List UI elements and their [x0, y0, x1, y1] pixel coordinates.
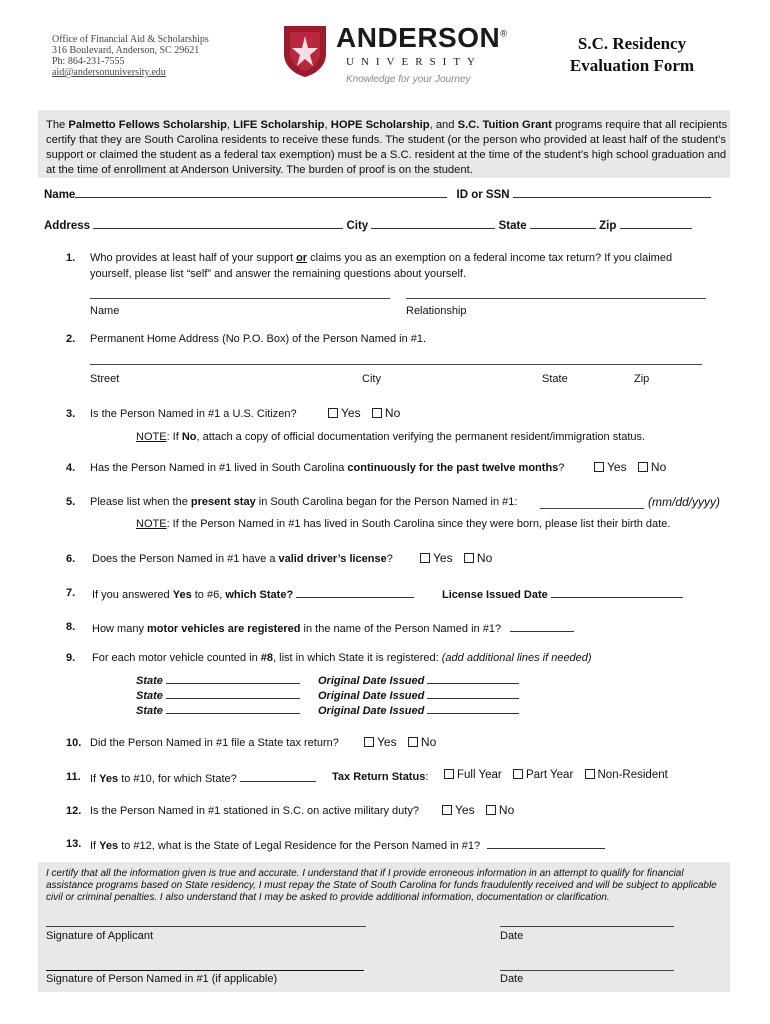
q1-text-part: Who provides at least half of your support: [90, 252, 297, 264]
q6-text-part: Does the Person Named in #1 have a: [92, 553, 279, 565]
q9-text: [92, 652, 592, 664]
question-number: 6.: [66, 553, 76, 565]
q1-or: or: [296, 252, 308, 264]
question-number: 10.: [66, 737, 82, 749]
question-number: 9.: [66, 652, 76, 664]
question-number: 5.: [66, 496, 76, 508]
q4-options: [594, 460, 666, 474]
q7-text-part: If you answered: [92, 589, 173, 601]
q6-text-part: ?: [386, 553, 393, 565]
q8-text: [92, 621, 574, 635]
q9-date-field[interactable]: [427, 703, 519, 714]
q2-zip-label: Zip: [634, 373, 650, 385]
q7-text-part: to #6,: [191, 589, 226, 601]
zip-field[interactable]: [620, 218, 692, 229]
q12-text: Is the Person Named in #1 stationed in S.C. on active military duty?: [90, 805, 419, 817]
person-signature-label: Signature of Person Named in #1 (if applicable): [46, 973, 278, 985]
q13-text-part: to #12, what is the State of Legal Residence for the Person Named in #1?: [118, 840, 481, 852]
notice-text: , and: [429, 119, 458, 131]
q5-date-format: (mm/dd/yyyy): [648, 495, 720, 509]
form-title-line1: S.C. Residency: [577, 34, 687, 53]
q9-row: [136, 688, 300, 702]
question-number: 13.: [66, 838, 82, 850]
q6-options: [420, 551, 492, 565]
q5-text: [90, 496, 517, 508]
q1-text: [90, 252, 672, 264]
q9-text-part: For each motor vehicle counted in: [92, 652, 261, 664]
q10-no-label: No: [420, 735, 437, 749]
zip-label: Zip: [599, 220, 617, 232]
q1-text-part: claims you as an exemption on a federal income tax return? If you claimed: [307, 252, 673, 264]
q1-text-line2: yourself, please list “self” and answer the remaining questions about yourself.: [90, 268, 467, 280]
q4-yes-label: Yes: [607, 460, 627, 474]
q4-text-part: Has the Person Named in #1 lived in South Carolina: [90, 462, 348, 474]
q3-options: [328, 406, 400, 420]
notice-hope: HOPE Scholarship: [330, 119, 430, 131]
q11-part-year-checkbox[interactable]: [513, 769, 523, 779]
q9-row: [136, 673, 300, 687]
person-date-field[interactable]: [500, 970, 674, 971]
q1-name-field[interactable]: [90, 298, 390, 299]
q7-state-field[interactable]: [296, 587, 414, 598]
shield-icon: [282, 24, 328, 78]
q6-bold: valid driver’s license: [278, 553, 387, 565]
q8-text-part: How many: [92, 623, 148, 635]
q9-row: [318, 673, 519, 687]
q1-relationship-label: Relationship: [406, 305, 467, 317]
question-number: 4.: [66, 462, 76, 474]
q3-note: [136, 431, 645, 443]
q3-yes-label: Yes: [341, 406, 361, 420]
q9-state-label: State: [136, 690, 163, 702]
q9-row: [318, 688, 519, 702]
office-address: 316 Boulevard, Anderson, SC 29621: [52, 45, 200, 56]
form-title: [560, 33, 704, 77]
q4-bold: continuously for the past twelve months: [347, 462, 559, 474]
brand-subtitle: UNIVERSITY: [346, 56, 482, 68]
office-contact-block: [52, 34, 209, 78]
notice-sctg: S.C. Tuition Grant: [457, 119, 552, 131]
q3-note-label: NOTE: [136, 431, 167, 443]
question-number: 2.: [66, 333, 76, 345]
q11-non-resident-label: Non-Resident: [597, 769, 668, 781]
q10-yes-label: Yes: [377, 735, 397, 749]
q13-state-field[interactable]: [487, 838, 605, 849]
q9-bold: #8: [260, 652, 274, 664]
applicant-signature-label: Signature of Applicant: [46, 930, 154, 942]
applicant-signature-field[interactable]: [46, 926, 366, 927]
registered-mark: ®: [500, 28, 508, 39]
notice-life: LIFE Scholarship: [233, 119, 325, 131]
q7-license-date-field[interactable]: [551, 587, 683, 598]
q10-no-checkbox[interactable]: [408, 737, 418, 747]
address-label: Address: [44, 220, 91, 232]
program-notice: [38, 110, 730, 178]
q1-relationship-field[interactable]: [406, 298, 706, 299]
q9-state-field[interactable]: [166, 688, 300, 699]
q6-text: [92, 553, 393, 565]
q9-state-field[interactable]: [166, 673, 300, 684]
q11-text: [90, 771, 316, 785]
q4-yes-checkbox[interactable]: [594, 462, 604, 472]
q5-note-label: NOTE: [136, 518, 167, 530]
q11-options: [444, 769, 668, 781]
q5-text-part: in South Carolina began for the Person Named in #1:: [255, 496, 518, 508]
id-label: ID or SSN: [456, 189, 510, 201]
applicant-date-field[interactable]: [500, 926, 674, 927]
q12-options: [442, 803, 514, 817]
q3-yes-checkbox[interactable]: [328, 408, 338, 418]
q4-no-label: No: [650, 460, 667, 474]
q1-name-label: Name: [90, 305, 120, 317]
q5-bold: present stay: [190, 496, 256, 508]
q11-part-year-label: Part Year: [525, 769, 574, 781]
q9-row: [318, 703, 519, 717]
question-number: 12.: [66, 805, 82, 817]
q4-no-checkbox[interactable]: [638, 462, 648, 472]
notice-text: The: [46, 119, 69, 131]
name-field[interactable]: [75, 187, 447, 198]
q9-state-label: State: [136, 675, 163, 687]
q5-note: [136, 518, 670, 530]
q6-yes-checkbox[interactable]: [420, 553, 430, 563]
q11-status-label: Tax Return Status: [332, 771, 426, 783]
q11-status: [332, 771, 428, 783]
q13-text-part: If: [90, 840, 100, 852]
q2-text: Permanent Home Address (No P.O. Box) of the Person Named in #1.: [90, 333, 427, 345]
q2-address-field[interactable]: [90, 364, 702, 365]
q4-text: [90, 462, 564, 474]
question-number: 8.: [66, 621, 76, 633]
q2-city-label: City: [362, 373, 381, 385]
notice-text: ,: [226, 119, 234, 131]
q7-license-date: [442, 587, 683, 601]
q7-license-date-label: License Issued Date: [442, 589, 548, 601]
q11-full-year-checkbox[interactable]: [444, 769, 454, 779]
brand-tagline: Knowledge for your Journey: [346, 74, 471, 85]
q11-bold: Yes: [99, 773, 119, 785]
q3-no-checkbox[interactable]: [372, 408, 382, 418]
state-label: State: [498, 220, 527, 232]
question-number: 1.: [66, 252, 76, 264]
certification-text: I certify that all the information given is true and accurate. I understand that if I provide erroneous information in an attempt to qualify for financial assistance programs based on State residency, I must repay the State of South Carolina for funds fraudulently received and will be subject to applicable civil or criminal penalties. I also understand that I may be asked to provide additional information, documentation or clarification.: [46, 868, 717, 903]
q7-bold: Yes: [172, 589, 192, 601]
q7-bold: which State?: [225, 589, 294, 601]
q9-italic: (add additional lines if needed): [441, 652, 592, 664]
q2-state-label: State: [542, 373, 568, 385]
q9-row: [136, 703, 300, 717]
q9-date-label: Original Date Issued: [318, 675, 425, 687]
q12-no-label: No: [498, 803, 515, 817]
q3-note-text: , attach a copy of official documentation verifying the permanent resident/immigration status.: [196, 431, 646, 443]
state-field[interactable]: [530, 218, 596, 229]
q5-text-part: Please list when the: [90, 496, 191, 508]
brand-name: ANDERSON: [336, 22, 501, 53]
q11-non-resident-checkbox[interactable]: [585, 769, 595, 779]
q12-no-checkbox[interactable]: [486, 805, 496, 815]
person-date-label: Date: [500, 973, 524, 985]
city-label: City: [346, 220, 369, 232]
office-email: aid@andersonuniversity.edu: [52, 67, 166, 78]
q8-count-field[interactable]: [510, 621, 574, 632]
q3-note-text: : If: [166, 431, 182, 443]
q3-no-label: No: [384, 406, 401, 420]
question-number: 11.: [66, 771, 81, 783]
q11-full-year-label: Full Year: [457, 769, 502, 781]
q10-options: [364, 735, 436, 749]
q9-date-field[interactable]: [427, 673, 519, 684]
q3-text: Is the Person Named in #1 a U.S. Citizen?: [90, 408, 297, 420]
q9-date-field[interactable]: [427, 688, 519, 699]
q10-yes-checkbox[interactable]: [364, 737, 374, 747]
name-row: [44, 187, 711, 201]
q11-text-part: If: [90, 773, 100, 785]
office-phone: Ph: 864-231-7555: [52, 56, 125, 67]
q11-state-field[interactable]: [240, 771, 316, 782]
q6-no-checkbox[interactable]: [464, 553, 474, 563]
notice-text: ,: [324, 119, 331, 131]
q9-date-label: Original Date Issued: [318, 705, 425, 717]
q6-no-label: No: [476, 551, 493, 565]
city-field[interactable]: [371, 218, 495, 229]
address-field[interactable]: [93, 218, 343, 229]
q13-bold: Yes: [99, 840, 119, 852]
person-signature-field[interactable]: [46, 970, 364, 971]
q11-text-part: to #10, for which State?: [118, 773, 237, 785]
applicant-date-label: Date: [500, 930, 524, 942]
q5-note-text: : If the Person Named in #1 has lived in South Carolina since they were born, please list their birth date.: [166, 518, 671, 530]
name-label: Name: [44, 189, 76, 201]
address-row: [44, 218, 692, 232]
id-field[interactable]: [513, 187, 711, 198]
notice-palmetto: Palmetto Fellows Scholarship: [68, 119, 227, 131]
q5-date-field[interactable]: [540, 508, 644, 509]
q3-note-bold: No: [181, 431, 197, 443]
q13-text: [90, 838, 605, 852]
q8-bold: motor vehicles are registered: [147, 623, 301, 635]
question-number: 7.: [66, 587, 76, 599]
q9-state-field[interactable]: [166, 703, 300, 714]
q9-state-label: State: [136, 705, 163, 717]
anderson-university-logo: [282, 22, 508, 88]
q12-yes-label: Yes: [455, 803, 475, 817]
q10-text: Did the Person Named in #1 file a State tax return?: [90, 737, 339, 749]
q8-text-part: in the name of the Person Named in #1?: [300, 623, 502, 635]
q12-yes-checkbox[interactable]: [442, 805, 452, 815]
certification-box: [38, 862, 730, 992]
q9-text-part: , list in which State it is registered:: [273, 652, 442, 664]
question-number: 3.: [66, 408, 76, 420]
notice-text: programs require that all recipients certify that they are South Carolina residents to receive these funds. The student (or the person who provided at least half of the student’s support or claimed the student as a federal tax exemption) must be a S.C. resident at the time of the student’s high school graduation and at the time of enrollment at Anderson University. The burden of proof is on the student.: [46, 119, 728, 176]
q9-date-label: Original Date Issued: [318, 690, 425, 702]
q11-colon: :: [425, 771, 429, 783]
q6-yes-label: Yes: [433, 551, 453, 565]
q7-text: [92, 587, 414, 601]
q2-street-label: Street: [90, 373, 120, 385]
office-name: Office of Financial Aid & Scholarships: [52, 34, 209, 45]
form-title-line2: Evaluation Form: [569, 56, 695, 75]
q4-text-part: ?: [558, 462, 565, 474]
